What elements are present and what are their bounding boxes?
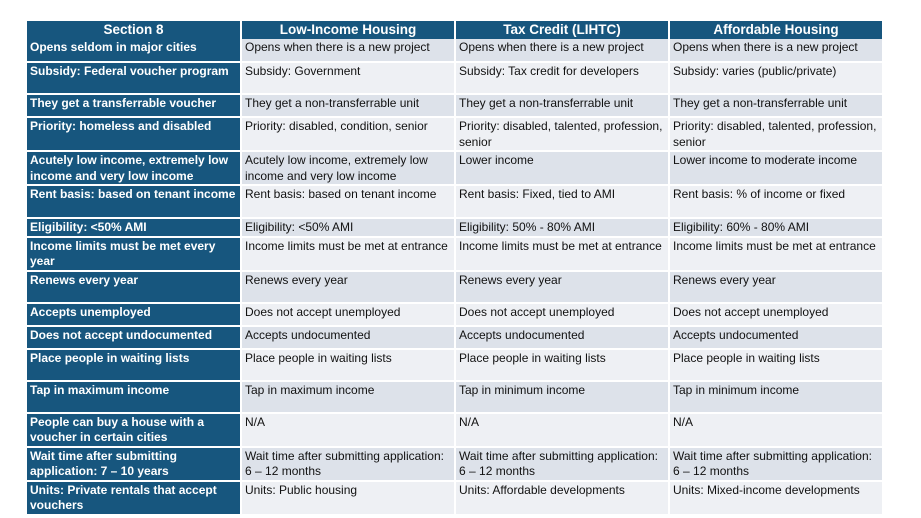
table-cell: Wait time after submitting application: 6 – 12 months <box>241 447 455 481</box>
table-row <box>27 381 882 413</box>
table-row <box>27 151 882 185</box>
table-row <box>27 39 882 62</box>
header-tax-credit: Tax Credit (LIHTC) <box>455 21 669 39</box>
table-cell: Tap in minimum income <box>455 381 669 413</box>
table-cell: Units: Affordable developments <box>455 481 669 515</box>
table-cell: Eligibility: 50% - 80% AMI <box>455 218 669 237</box>
table-cell: N/A <box>241 413 455 447</box>
table-cell: Accepts undocumented <box>455 326 669 349</box>
table-cell: Priority: disabled, talented, profession, senior <box>669 117 882 151</box>
table-row <box>27 94 882 117</box>
table-cell: Priority: disabled, condition, senior <box>241 117 455 151</box>
row-label-cell: Opens seldom in major cities <box>27 39 241 62</box>
row-label-cell: Wait time after submitting application: 7 – 10 years <box>27 447 241 481</box>
row-label-cell: Place people in waiting lists <box>27 349 241 381</box>
table-row <box>27 237 882 271</box>
row-label-cell: Does not accept undocumented <box>27 326 241 349</box>
table-cell: Tap in minimum income <box>669 381 882 413</box>
table-cell: Income limits must be met at entrance <box>455 237 669 271</box>
table-cell: Place people in waiting lists <box>455 349 669 381</box>
table-cell: Accepts undocumented <box>241 326 455 349</box>
table-cell: Does not accept unemployed <box>669 303 882 326</box>
table-cell: They get a non-transferrable unit <box>669 94 882 117</box>
row-label-cell: Rent basis: based on tenant income <box>27 185 241 218</box>
table-row <box>27 413 882 447</box>
row-label-cell: Renews every year <box>27 271 241 303</box>
table-cell: Opens when there is a new project <box>241 39 455 62</box>
table-cell: Eligibility: 60% - 80% AMI <box>669 218 882 237</box>
header-section-8: Section 8 <box>27 21 241 39</box>
table-row <box>27 303 882 326</box>
table-cell: Does not accept unemployed <box>241 303 455 326</box>
table-cell: They get a non-transferrable unit <box>455 94 669 117</box>
row-label-cell: Tap in maximum income <box>27 381 241 413</box>
row-label-cell: Priority: homeless and disabled <box>27 117 241 151</box>
row-label-cell: Accepts unemployed <box>27 303 241 326</box>
table-cell: Tap in maximum income <box>241 381 455 413</box>
header-low-income-housing: Low-Income Housing <box>241 21 455 39</box>
table-cell: Renews every year <box>455 271 669 303</box>
table-cell: Priority: disabled, talented, profession, senior <box>455 117 669 151</box>
table-cell: Subsidy: Government <box>241 62 455 94</box>
table-cell: Opens when there is a new project <box>455 39 669 62</box>
table-cell: Rent basis: based on tenant income <box>241 185 455 218</box>
table-cell: Units: Public housing <box>241 481 455 515</box>
table-row <box>27 218 882 237</box>
row-label-cell: They get a transferrable voucher <box>27 94 241 117</box>
table-cell: Accepts undocumented <box>669 326 882 349</box>
table-body <box>27 39 882 515</box>
table-cell: Renews every year <box>669 271 882 303</box>
table-cell: Subsidy: varies (public/private) <box>669 62 882 94</box>
table-cell: Eligibility: <50% AMI <box>241 218 455 237</box>
table-cell: Subsidy: Tax credit for developers <box>455 62 669 94</box>
table-row <box>27 117 882 151</box>
row-label-cell: People can buy a house with a voucher in certain cities <box>27 413 241 447</box>
table-cell: Renews every year <box>241 271 455 303</box>
row-label-cell: Units: Private rentals that accept vouchers <box>27 481 241 515</box>
housing-comparison-table <box>27 21 882 516</box>
row-label-cell: Income limits must be met every year <box>27 237 241 271</box>
table-cell: They get a non-transferrable unit <box>241 94 455 117</box>
table-row <box>27 62 882 94</box>
table-row <box>27 185 882 218</box>
header-row <box>27 21 882 39</box>
table-cell: Income limits must be met at entrance <box>241 237 455 271</box>
table-row <box>27 481 882 515</box>
table-cell: Income limits must be met at entrance <box>669 237 882 271</box>
table-cell: Wait time after submitting application: 6 – 12 months <box>669 447 882 481</box>
row-label-cell: Acutely low income, extremely low income and very low income <box>27 151 241 185</box>
row-label-cell: Eligibility: <50% AMI <box>27 218 241 237</box>
table-cell: Rent basis: % of income or fixed <box>669 185 882 218</box>
table-row <box>27 271 882 303</box>
table-cell: Wait time after submitting application: 6 – 12 months <box>455 447 669 481</box>
table-cell: Lower income to moderate income <box>669 151 882 185</box>
header-affordable-housing: Affordable Housing <box>669 21 882 39</box>
table-cell: Place people in waiting lists <box>669 349 882 381</box>
table-row <box>27 447 882 481</box>
table-cell: Rent basis: Fixed, tied to AMI <box>455 185 669 218</box>
table-cell: N/A <box>669 413 882 447</box>
table-cell: Place people in waiting lists <box>241 349 455 381</box>
row-label-cell: Subsidy: Federal voucher program <box>27 62 241 94</box>
table-cell: Acutely low income, extremely low income and very low income <box>241 151 455 185</box>
table-cell: Opens when there is a new project <box>669 39 882 62</box>
table-row <box>27 326 882 349</box>
table-row <box>27 349 882 381</box>
table-cell: Does not accept unemployed <box>455 303 669 326</box>
table-cell: Units: Mixed-income developments <box>669 481 882 515</box>
table-cell: N/A <box>455 413 669 447</box>
table-cell: Lower income <box>455 151 669 185</box>
